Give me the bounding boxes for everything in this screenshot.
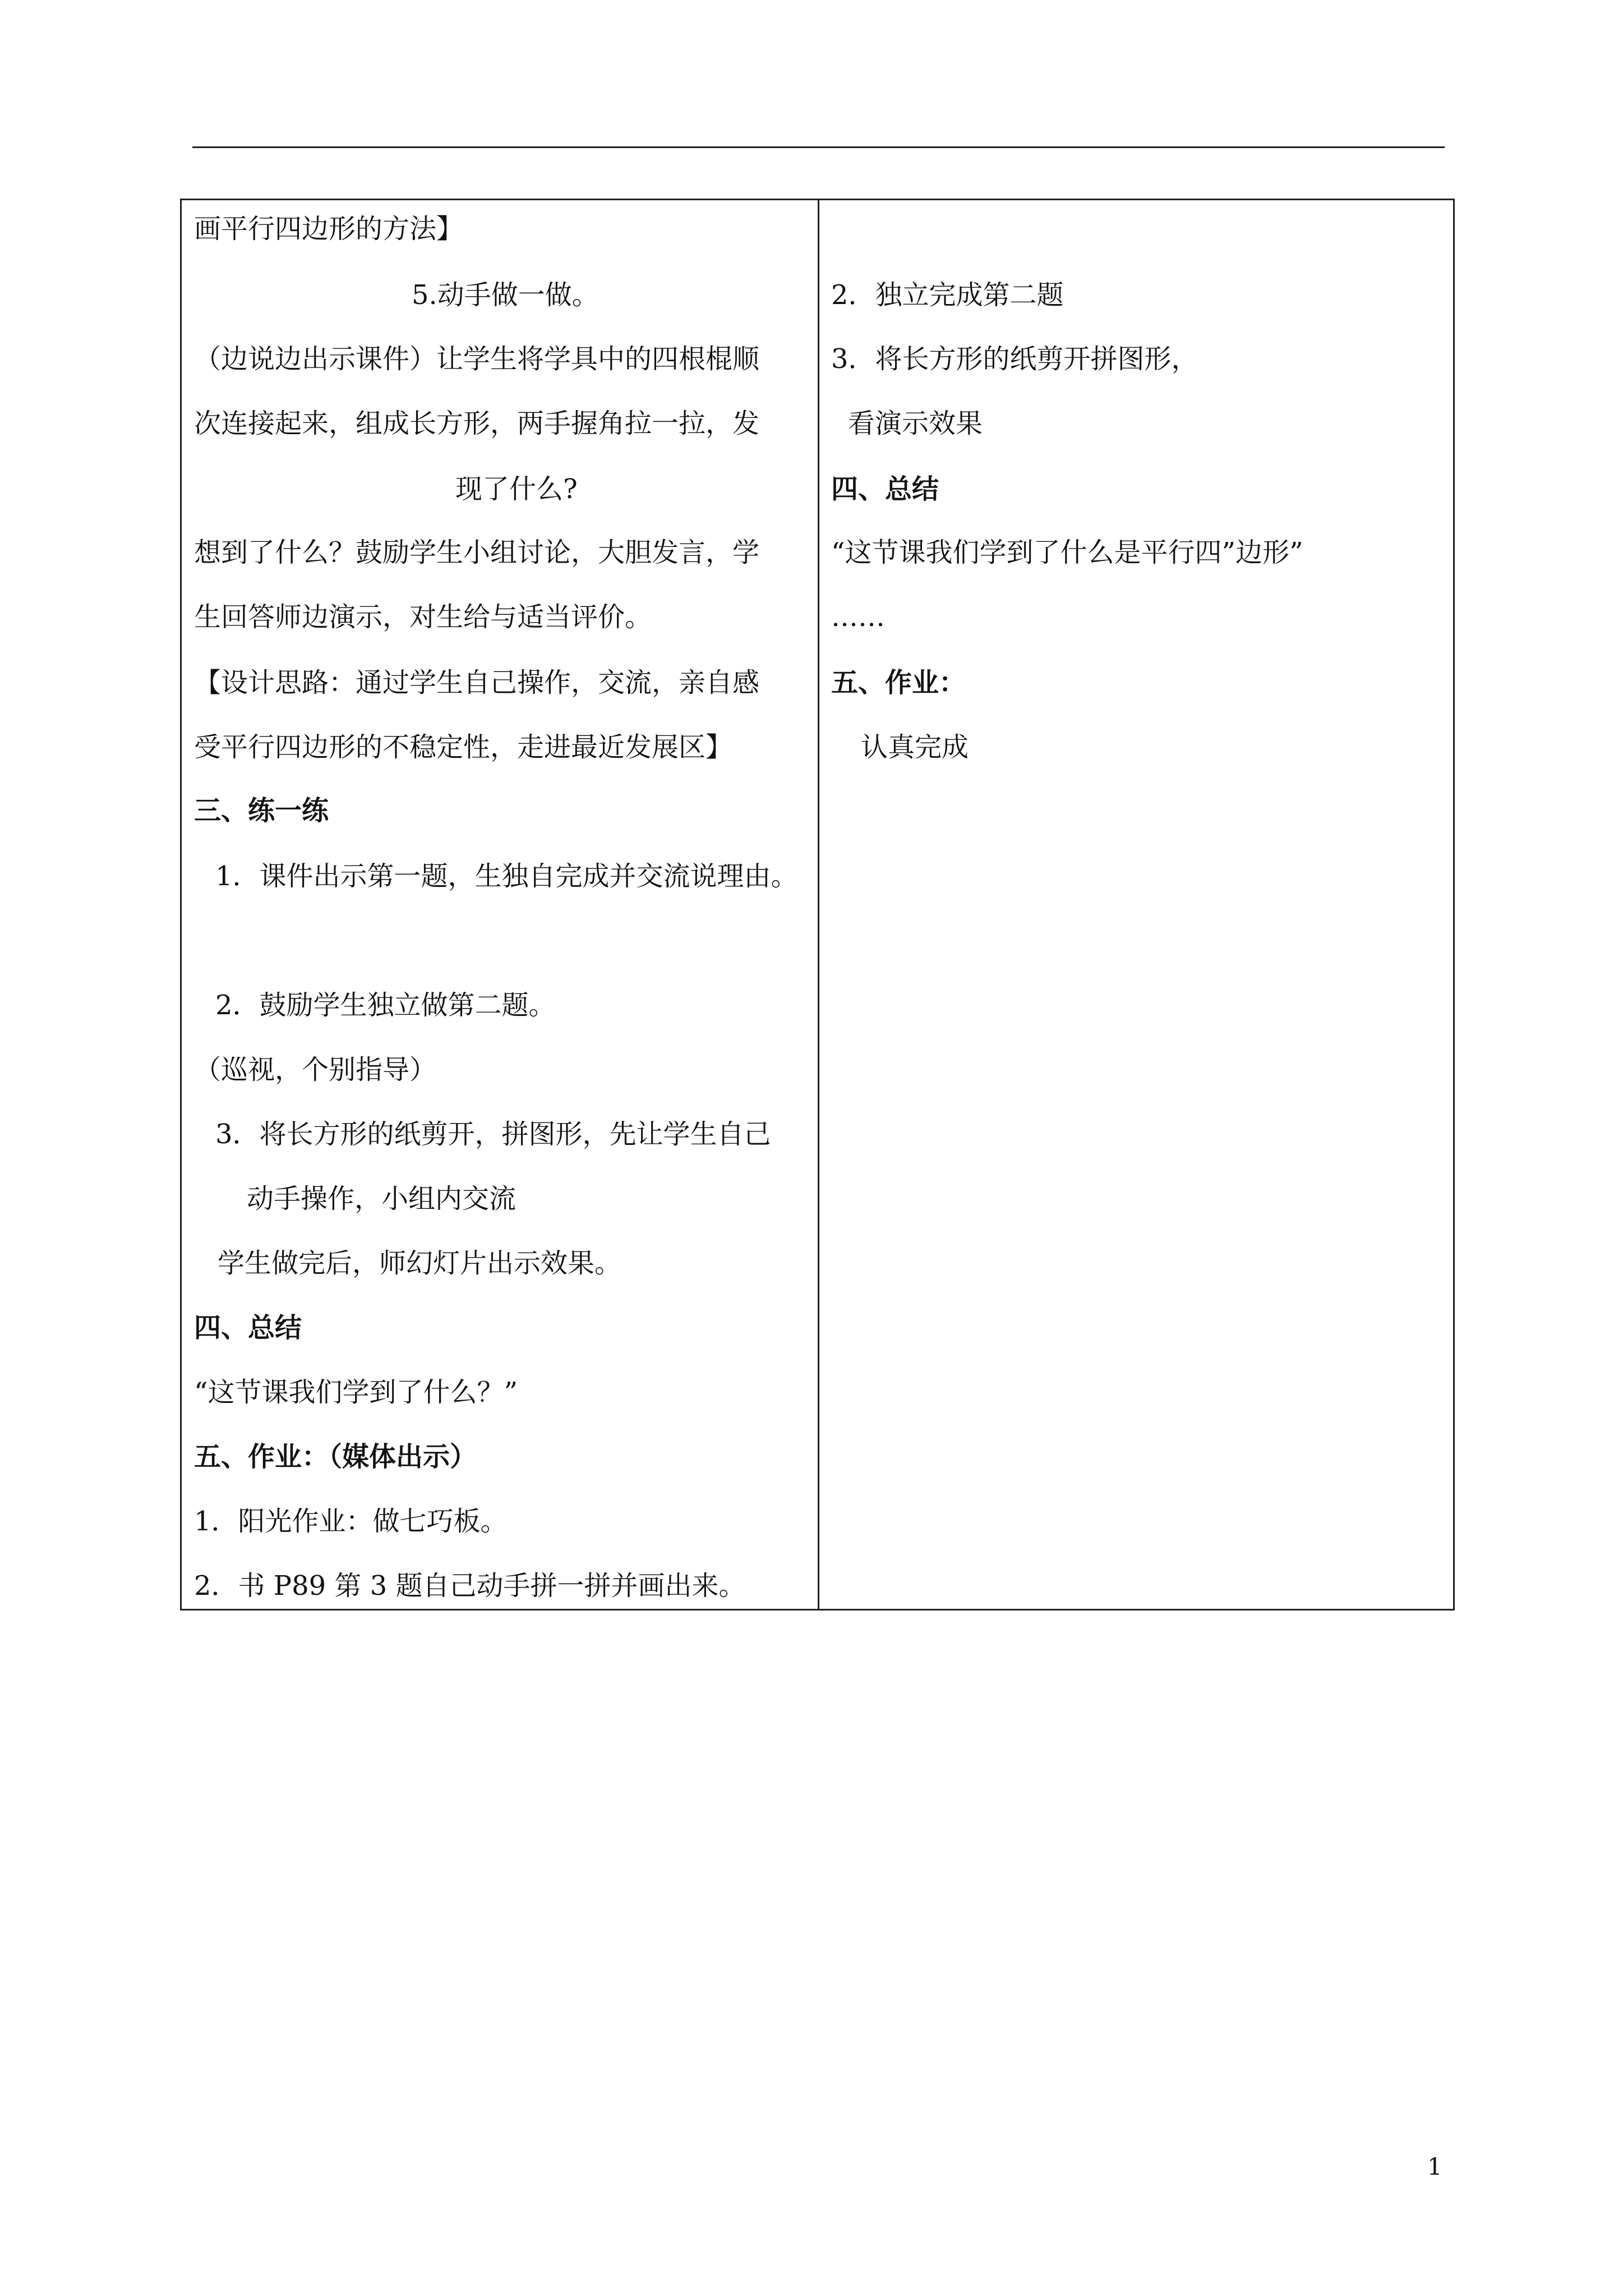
section-heading-homework: 五、作业：（媒体出示） <box>194 1441 477 1473</box>
left-line-9: 受平行四边形的不稳定性，走进最近发展区】 <box>194 731 733 763</box>
left-line-15: 动手操作，小组内交流 <box>247 1183 517 1214</box>
left-line-18: “这节课我们学到了什么？” <box>194 1377 518 1408</box>
right-line-3: 看演示效果 <box>848 408 983 439</box>
page-number: 1 <box>1427 2153 1442 2180</box>
left-line-2: 5.动手做一做。 <box>412 279 599 311</box>
right-line-8: 认真完成 <box>861 731 969 763</box>
left-line-1: 画平行四边形的方法】 <box>194 213 464 245</box>
left-line-11: 1．课件出示第一题，生独自完成并交流说理由。 <box>215 861 798 892</box>
left-line-5: 现了什么? <box>455 473 578 505</box>
left-line-20: 1．阳光作业：做七巧板。 <box>194 1506 508 1537</box>
left-line-12: 2．鼓励学生独立做第二题。 <box>215 990 556 1021</box>
right-line-5: “这节课我们学到了什么是平行四”边形” <box>831 537 1303 568</box>
left-line-16: 学生做完后，师幻灯片出示效果。 <box>218 1248 622 1279</box>
right-section-heading-homework: 五、作业： <box>831 667 966 698</box>
left-line-3: （边说边出示课件）让学生将学具中的四根棍顺 <box>194 343 760 375</box>
left-line-8: 【设计思路：通过学生自己操作，交流，亲自感 <box>194 667 760 698</box>
left-line-21: 2．书 P89 第 3 题自己动手拼一拼并画出来。 <box>194 1570 746 1602</box>
left-line-7: 生回答师边演示，对生给与适当评价。 <box>194 601 652 633</box>
left-line-6: 想到了什么？鼓励学生小组讨论，大胆发言，学 <box>194 537 760 568</box>
header-rule <box>192 146 1445 148</box>
section-heading-summary: 四、总结 <box>194 1312 302 1343</box>
section-heading-practice: 三、练一练 <box>194 795 329 826</box>
right-line-2: 3．将长方形的纸剪开拼图形， <box>831 343 1198 375</box>
left-line-14: 3．将长方形的纸剪开，拼图形，先让学生自己 <box>215 1119 771 1150</box>
right-section-heading-summary: 四、总结 <box>831 473 939 505</box>
table-column-divider <box>818 199 819 1611</box>
right-line-ellipsis: …… <box>831 601 885 633</box>
right-line-1: 2．独立完成第二题 <box>831 279 1064 311</box>
left-line-13: （巡视，个别指导） <box>194 1054 437 1085</box>
left-line-4: 次连接起来，组成长方形，两手握角拉一拉，发 <box>194 408 760 439</box>
